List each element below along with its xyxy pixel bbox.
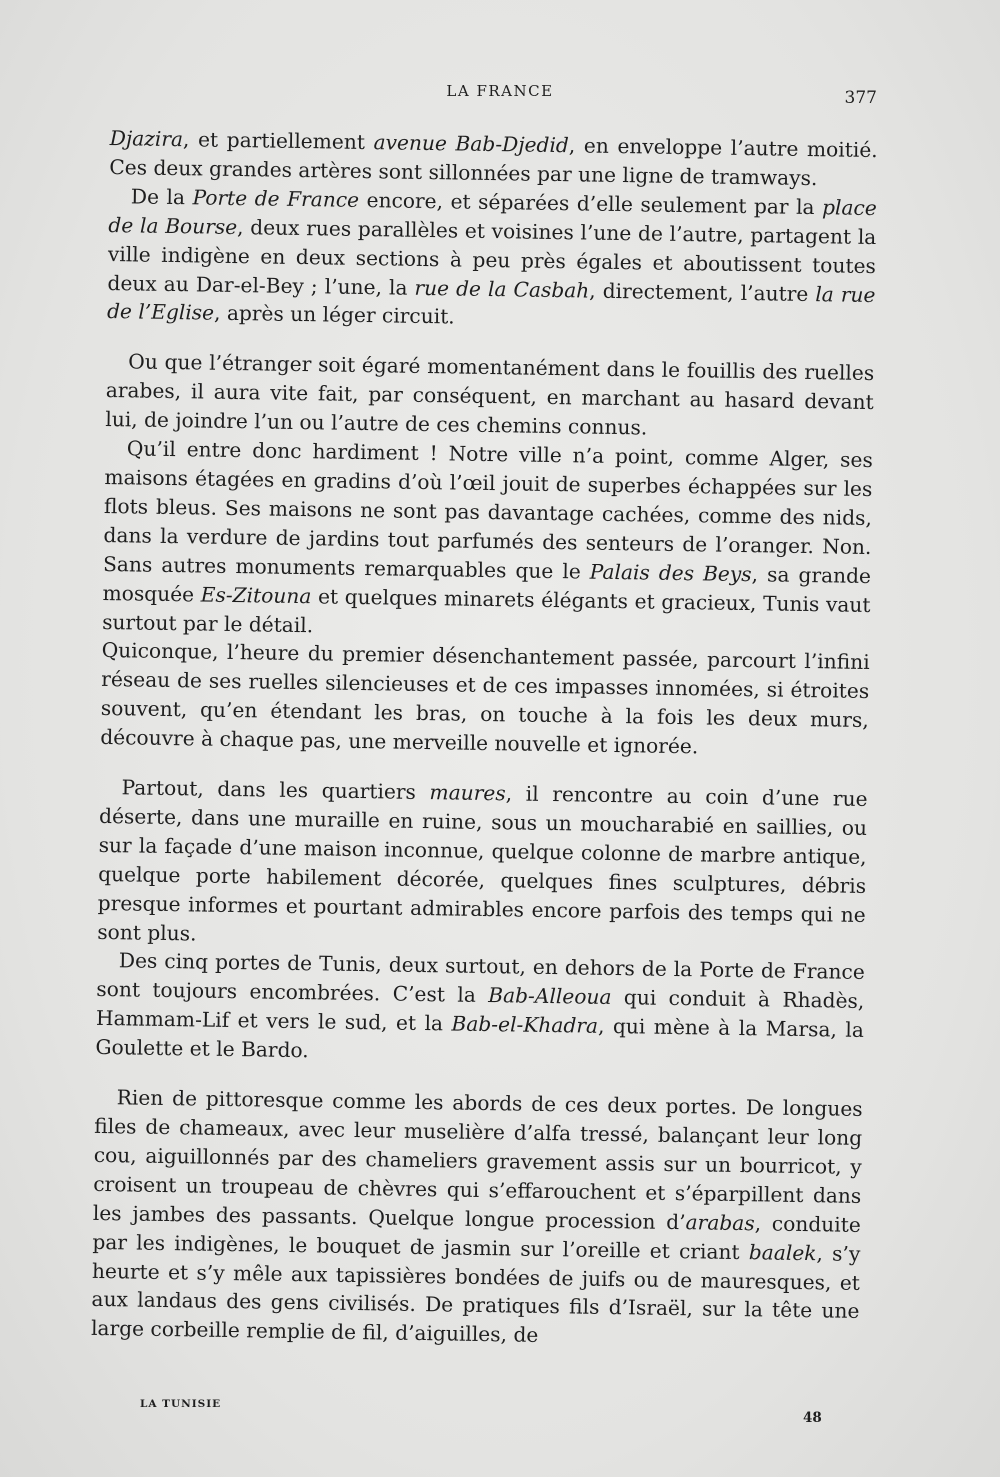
italic-run: Djazira <box>109 125 184 152</box>
sheet-number: 48 <box>803 1410 822 1426</box>
italic-run: place de la Bourse <box>108 195 877 239</box>
text-run: Des cinq portes de Tunis, deux surtout, en dehors de la Porte de France sont toujours encombrées. C’est la <box>96 948 865 1008</box>
paragraph <box>105 347 874 446</box>
body-text <box>91 124 878 1355</box>
italic-run: Palais des Beys <box>589 559 752 586</box>
paragraph <box>102 434 873 648</box>
text-run: qui conduit à Rhadès, Hammam-Lif et vers le sud, et la <box>95 985 865 1036</box>
italic-run: Bab-Alleoua <box>488 983 612 1010</box>
text-run: De la <box>130 184 193 210</box>
text-run: Rien de pittoresque comme les abords de ces deux portes. De longues files de chameaux, avec leur muselière d’alfa tressé, balançant leur long cou, aiguillonnés par des chameliers gravement assis sur un bourricot, y croisent un troupeau de chèvres qui s’effarouchent et s’éparpillent dans les jambes des passants. Quelque longue procession d’ <box>92 1085 863 1234</box>
text-run: Quiconque, l’heure du premier désenchantement passée, parcourt l’infini réseau de ses ruelles silencieuses et de ces impasses innomées, si étroites souvent, qu’en étendant les bras, on touche à la fois les deux murs, découvre à chaque pas, une merveille nouvelle et ignorée. <box>100 638 870 759</box>
text-run: Qu’il entre donc hardiment ! Notre ville n’a point, comme Alger, ses maisons étagées en gradins d’où l’œil jouit de superbes échappées sur les flots bleus. Ses maisons ne sont pas davantage cachées, comme des nids, dans la verdure de jardins tout parfumés des senteurs de l’oranger. Non. Sans autres monuments remarquables que le <box>102 436 874 584</box>
text-run: , conduite par les indigènes, le bouquet de jasmin sur l’oreille et criant <box>92 1210 861 1264</box>
text-run: , sa grande mosquée <box>102 561 872 607</box>
italic-run: Porte de France <box>192 185 360 212</box>
text-run: , en enveloppe l’autre moitié. Ces deux grandes artères sont sillonnées par une ligne de tramways. <box>109 133 878 191</box>
text-run: encore, et séparées d’elle seulement par la <box>358 187 823 220</box>
italic-run: maures <box>429 780 506 806</box>
italic-run: arabas <box>685 1209 755 1235</box>
text-run: et quelques minarets élégants et gracieux, Tunis vaut surtout par le détail. <box>101 583 871 637</box>
italic-run: Bab-el-Khadra <box>451 1011 599 1039</box>
paragraph <box>100 636 870 764</box>
paragraph <box>95 946 865 1074</box>
text-run: , qui mène à la Marsa, la Goulette et le Bardo. <box>95 1014 865 1063</box>
italic-run: baalek <box>748 1239 817 1265</box>
text-run: , deux rues parallèles et voisines l’une de l’autre, partagent la ville indigène en deux sections à peu près égales et aboutissent toutes deux au Dar-el-Bey ; l’une, la <box>107 214 877 300</box>
text-run: Partout, dans les quartiers <box>121 775 430 805</box>
italic-run: Es-Zitouna <box>200 582 312 608</box>
text-run: Ou que l’étranger soit égaré momentanément dans le fouillis des ruelles arabes, il aura vite fait, par conséquent, en marchant au hasard devant lui, de joindre l’un ou l’autre de ces chemins connus. <box>105 349 875 440</box>
signature-mark: LA TUNISIE <box>140 1398 222 1410</box>
text-run: , s’y heurte et s’y mêle aux tapissières bondées de juifs ou de mauresques, et aux landaus des gens civilisés. De pratiques fils d’Israël, sur la tête une large corbeille remplie de fil, d’aiguilles, de <box>90 1240 861 1348</box>
paragraph <box>97 773 868 958</box>
text-run: , directement, l’autre <box>589 278 816 306</box>
italic-run: rue de la Casbah <box>414 275 590 303</box>
paragraph <box>107 182 877 339</box>
italic-run: la rue de l’Eglise <box>106 281 876 326</box>
text-run: , il rencontre au coin d’une rue déserte, dans une muraille en ruine, sous un moucharabié en saillies, ou sur la façade d’une maison inconnue, quelque colonne de marbre antique, quelque porte habilement décorée, quelques fines sculptures, débris presque informes et pourtant admirables encore parfois des temps qui ne sont plus. <box>97 781 868 946</box>
paragraph <box>91 1083 863 1355</box>
page-number: 377 <box>844 88 877 108</box>
running-title: LA FRANCE <box>446 82 554 100</box>
text-run: , et partiellement <box>182 127 374 155</box>
text-run: , après un léger circuit. <box>213 301 455 329</box>
italic-run: avenue Bab-Djedid <box>373 130 570 158</box>
